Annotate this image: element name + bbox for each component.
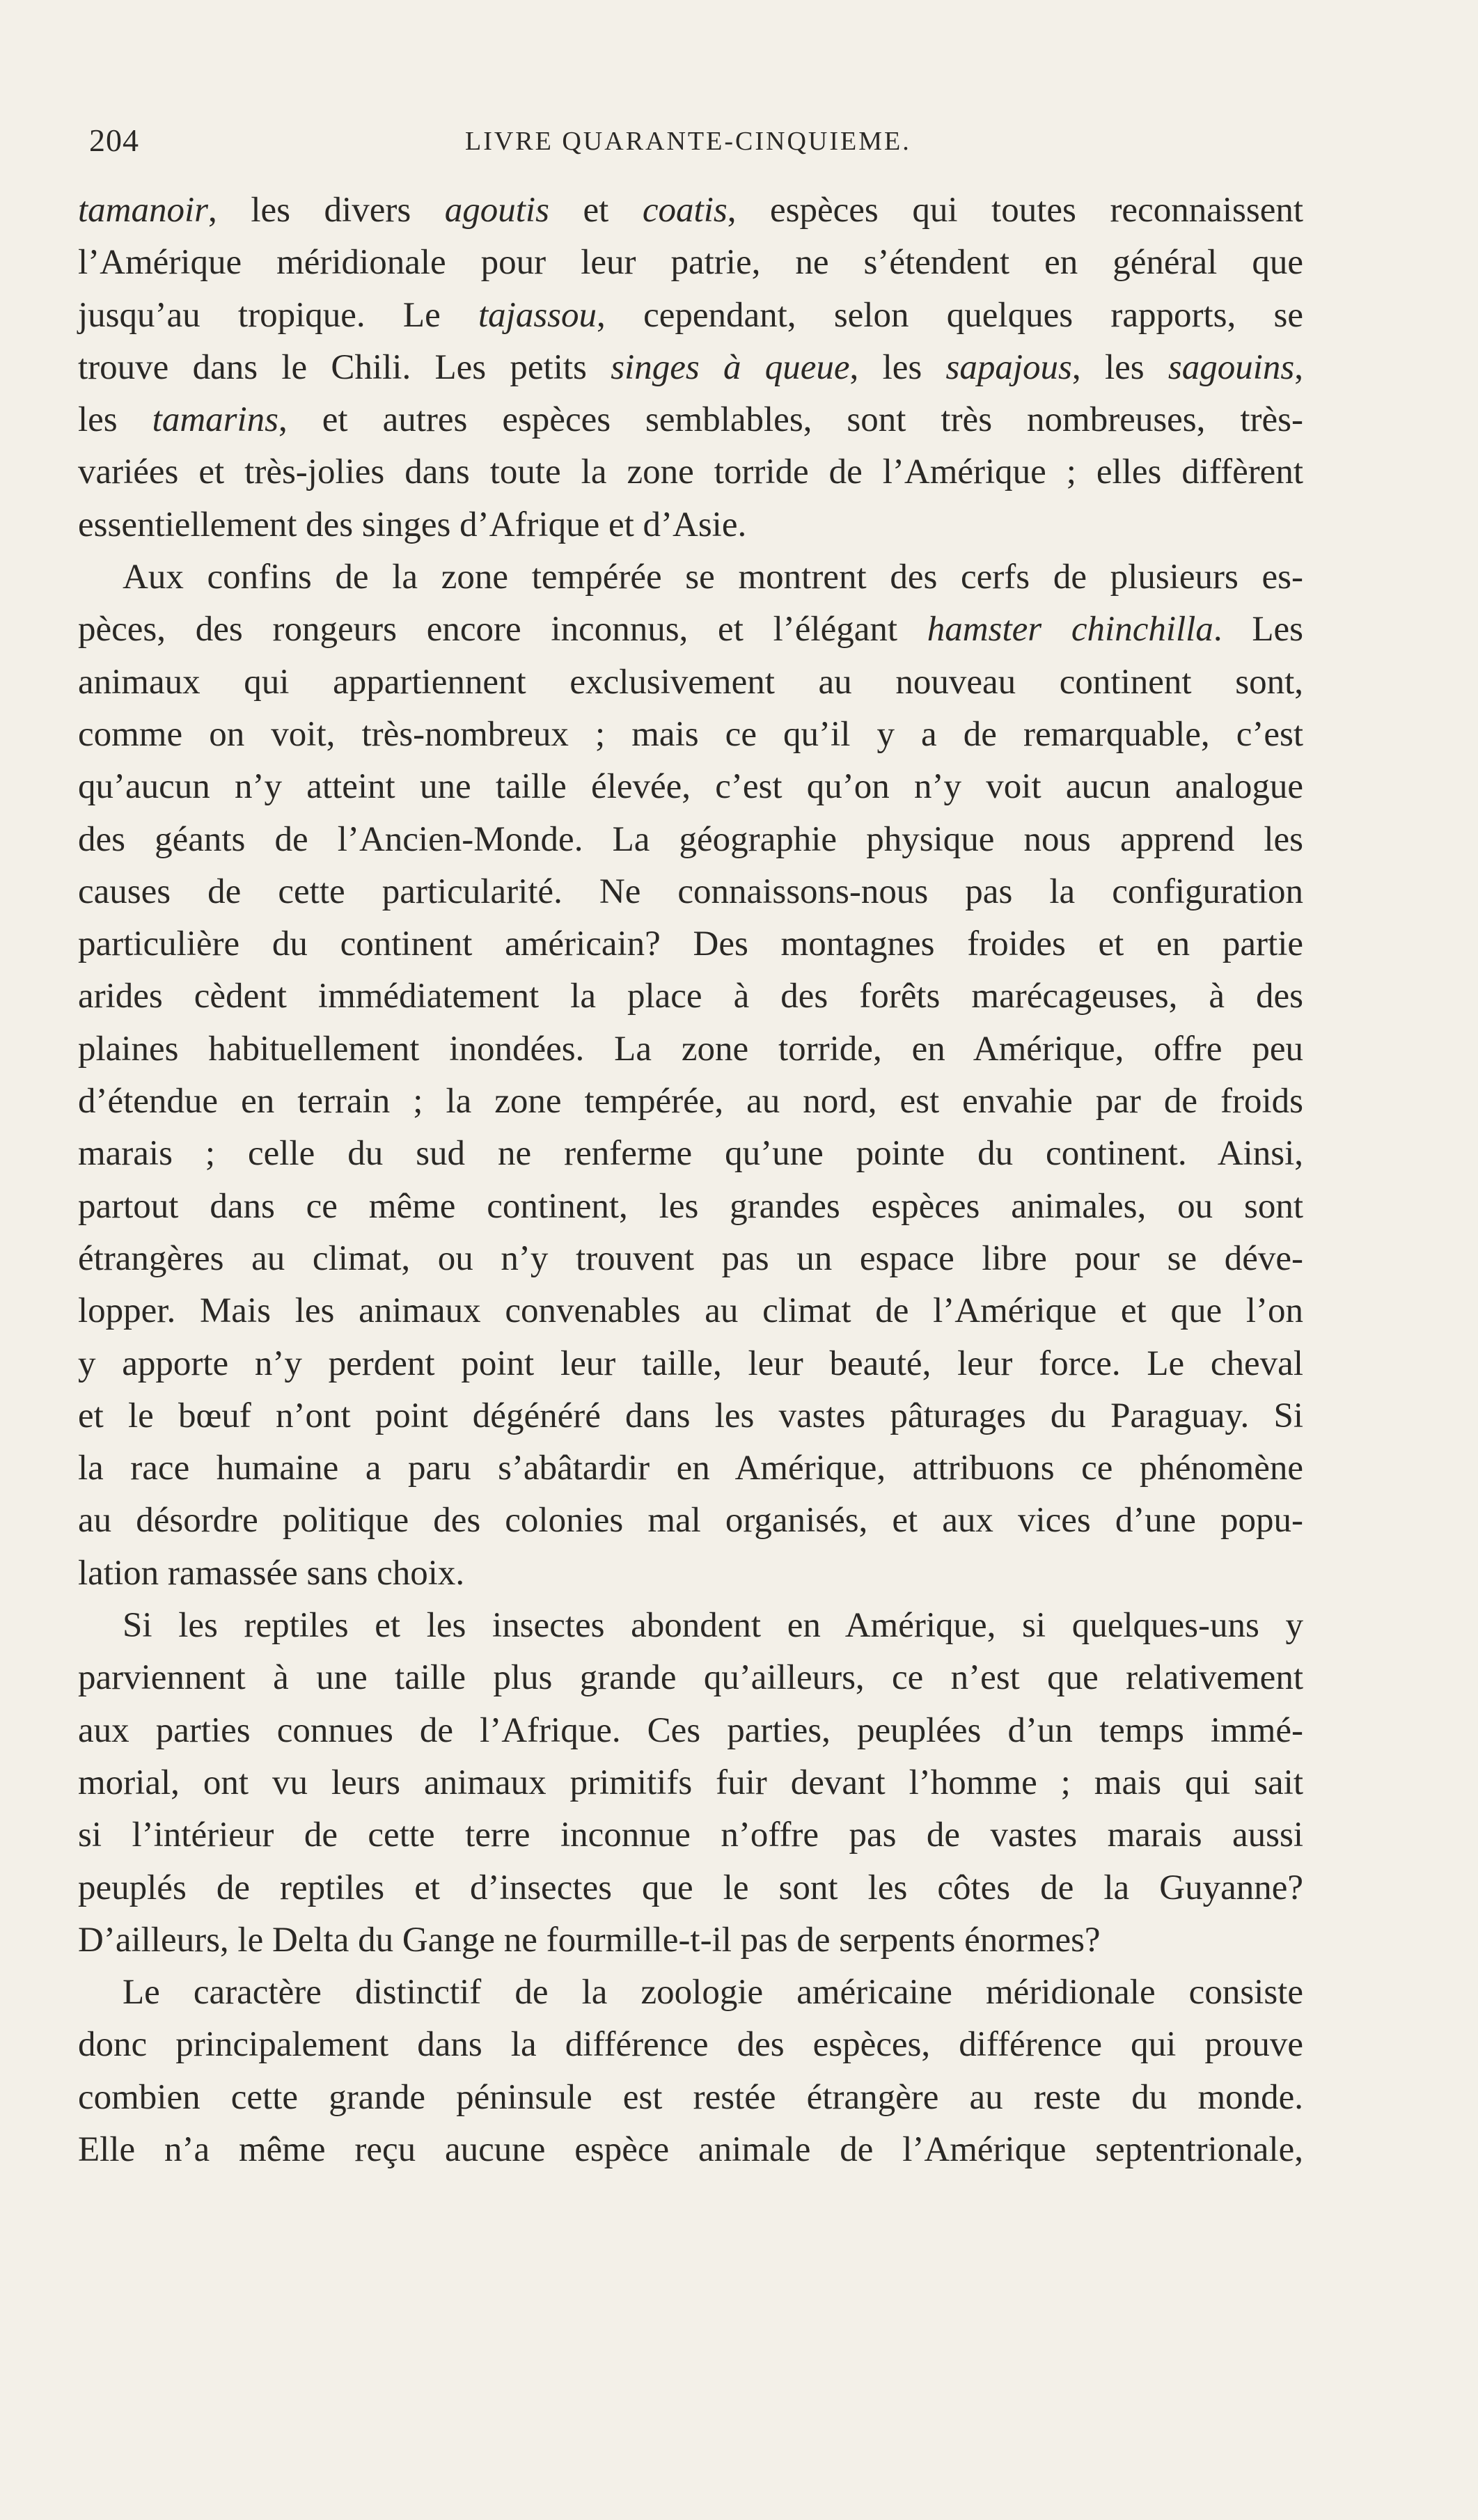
italic-term: sagouins bbox=[1168, 347, 1295, 387]
text-line bbox=[78, 1600, 1303, 1652]
text-segment: morial, ont vu leurs animaux primitifs fuir devant l’homme ; mais qui sait bbox=[78, 1763, 1303, 1802]
text-line bbox=[78, 1967, 1303, 2019]
text-segment: parviennent à une taille plus grande qu’ailleurs, ce n’est que relativement bbox=[78, 1658, 1303, 1698]
text-line bbox=[78, 970, 1303, 1023]
text-segment: , bbox=[1294, 347, 1304, 387]
text-line bbox=[78, 2124, 1303, 2176]
running-head bbox=[89, 122, 1300, 178]
text-segment: d’étendue en terrain ; la zone tempérée, au nord, est envahie par de froids bbox=[78, 1082, 1303, 1121]
italic-term: agoutis bbox=[444, 191, 549, 230]
text-segment: trouve dans le Chili. Les petits bbox=[78, 347, 611, 387]
text-segment: aux parties connues de l’Afrique. Ces parties, peuplées d’un temps immé- bbox=[78, 1710, 1303, 1750]
text-segment: lation ramassée sans choix. bbox=[78, 1553, 465, 1593]
text-segment: Aux confins de la zone tempérée se montrent des cerfs de plusieurs es- bbox=[123, 558, 1303, 597]
text-segment: y apporte n’y perdent point leur taille, leur beauté, leur force. Le cheval bbox=[78, 1344, 1303, 1383]
text-segment: arides cèdent immédiatement la place à des forêts marécageuses, à des bbox=[78, 977, 1303, 1016]
text-segment: partout dans ce même continent, les grandes espèces animales, ou sont bbox=[78, 1186, 1303, 1226]
text-line bbox=[78, 1338, 1303, 1390]
text-segment: et bbox=[549, 191, 643, 230]
text-segment: qu’aucun n’y atteint une taille élevée, c’est qu’on n’y voit aucun analogue bbox=[78, 767, 1303, 807]
text-line bbox=[78, 2019, 1303, 2071]
italic-term: singes à queue bbox=[611, 347, 850, 387]
text-segment: Le caractère distinctif de la zoologie américaine méridionale consiste bbox=[123, 1973, 1303, 2013]
text-segment: au désordre politique des colonies mal organisés, et aux vices d’une popu- bbox=[78, 1501, 1303, 1541]
text-line bbox=[78, 1390, 1303, 1442]
text-line bbox=[78, 1757, 1303, 1809]
text-segment: plaines habituellement inondées. La zone torride, en Amérique, offre peu bbox=[78, 1029, 1303, 1069]
text-line bbox=[78, 237, 1303, 289]
text-segment: lopper. Mais les animaux convenables au climat de l’Amérique et que l’on bbox=[78, 1291, 1303, 1331]
text-line bbox=[78, 446, 1303, 498]
text-line bbox=[78, 184, 1303, 237]
text-segment: , les divers bbox=[208, 191, 445, 230]
text-line bbox=[78, 604, 1303, 656]
text-line bbox=[78, 290, 1303, 342]
text-segment: animaux qui appartiennent exclusivement au nouveau continent sont, bbox=[78, 662, 1303, 702]
text-segment: , les bbox=[849, 347, 946, 387]
text-line bbox=[78, 2072, 1303, 2124]
text-line bbox=[78, 1181, 1303, 1233]
text-line bbox=[78, 394, 1303, 446]
italic-term: hamster chinchilla bbox=[927, 610, 1213, 649]
italic-term: tamarins bbox=[152, 400, 279, 440]
text-line bbox=[78, 1548, 1303, 1600]
text-segment: les bbox=[78, 400, 152, 440]
text-line bbox=[78, 499, 1303, 551]
text-line bbox=[78, 1285, 1303, 1337]
text-line bbox=[78, 656, 1303, 709]
italic-term: coatis bbox=[642, 191, 728, 230]
text-segment: , espèces qui toutes reconnaissent bbox=[727, 191, 1304, 230]
text-segment: variées et très-jolies dans toute la zone torride de l’Amérique ; elles diffèrent bbox=[78, 452, 1303, 492]
text-line bbox=[78, 1442, 1303, 1495]
text-line bbox=[78, 1128, 1303, 1180]
text-segment: Elle n’a même reçu aucune espèce animale de l’Amérique septentrionale, bbox=[78, 2129, 1303, 2169]
text-segment: des géants de l’Ancien-Monde. La géographie physique nous apprend les bbox=[78, 819, 1303, 859]
text-segment: si l’intérieur de cette terre inconnue n’offre pas de vastes marais aussi bbox=[78, 1816, 1303, 1855]
text-line bbox=[78, 866, 1303, 918]
text-segment: pèces, des rongeurs encore inconnus, et l’élégant bbox=[78, 610, 927, 649]
text-line bbox=[78, 1023, 1303, 1076]
text-line bbox=[78, 709, 1303, 761]
text-segment: peuplés de reptiles et d’insectes que le sont les côtes de la Guyanne? bbox=[78, 1868, 1303, 1907]
text-segment: particulière du continent américain? Des montagnes froides et en partie bbox=[78, 924, 1303, 964]
text-segment: , cependant, selon quelques rapports, se bbox=[597, 295, 1303, 335]
text-segment: . Les bbox=[1213, 610, 1303, 649]
text-segment: comme on voit, très-nombreux ; mais ce qu’il y a de remarquable, c’est bbox=[78, 714, 1303, 754]
text-line bbox=[78, 1076, 1303, 1128]
text-segment: Si les reptiles et les insectes abondent en Amérique, si quelques-uns y bbox=[123, 1606, 1303, 1646]
page-number: 204 bbox=[89, 123, 139, 158]
text-line bbox=[78, 1705, 1303, 1757]
text-line bbox=[78, 761, 1303, 813]
text-line bbox=[78, 1914, 1303, 1967]
text-segment: , les bbox=[1071, 347, 1168, 387]
text-line bbox=[78, 551, 1303, 604]
text-line bbox=[78, 918, 1303, 970]
text-line bbox=[78, 1652, 1303, 1704]
text-line bbox=[78, 1809, 1303, 1861]
body-text bbox=[78, 184, 1303, 2176]
text-segment: donc principalement dans la différence des espèces, différence qui prouve bbox=[78, 2025, 1303, 2065]
text-segment: essentiellement des singes d’Afrique et d’Asie. bbox=[78, 505, 747, 544]
text-segment: combien cette grande péninsule est restée étrangère au reste du monde. bbox=[78, 2077, 1303, 2117]
text-segment: et le bœuf n’ont point dégénéré dans les vastes pâturages du Paraguay. Si bbox=[78, 1396, 1303, 1435]
text-line bbox=[78, 1495, 1303, 1547]
text-segment: jusqu’au tropique. Le bbox=[78, 295, 478, 335]
text-segment: causes de cette particularité. Ne connaissons-nous pas la configuration bbox=[78, 872, 1303, 911]
text-segment: l’Amérique méridionale pour leur patrie, ne s’étendent en général que bbox=[78, 243, 1303, 283]
running-title: LIVRE QUARANTE-CINQUIEME. bbox=[465, 127, 911, 156]
text-line bbox=[78, 342, 1303, 394]
text-segment: marais ; celle du sud ne renferme qu’une pointe du continent. Ainsi, bbox=[78, 1134, 1303, 1174]
italic-term: tamanoir bbox=[78, 191, 209, 230]
text-line bbox=[78, 1862, 1303, 1914]
text-line bbox=[78, 1233, 1303, 1285]
italic-term: sapajous bbox=[945, 347, 1072, 387]
italic-term: tajassou bbox=[478, 295, 597, 335]
text-segment: étrangères au climat, ou n’y trouvent pas un espace libre pour se déve- bbox=[78, 1238, 1303, 1278]
text-segment: la race humaine a paru s’abâtardir en Amérique, attribuons ce phénomène bbox=[78, 1449, 1303, 1488]
text-segment: , et autres espèces semblables, sont très nombreuses, très- bbox=[278, 400, 1304, 440]
text-line bbox=[78, 814, 1303, 866]
text-segment: D’ailleurs, le Delta du Gange ne fourmille-t-il pas de serpents énormes? bbox=[78, 1920, 1101, 1960]
